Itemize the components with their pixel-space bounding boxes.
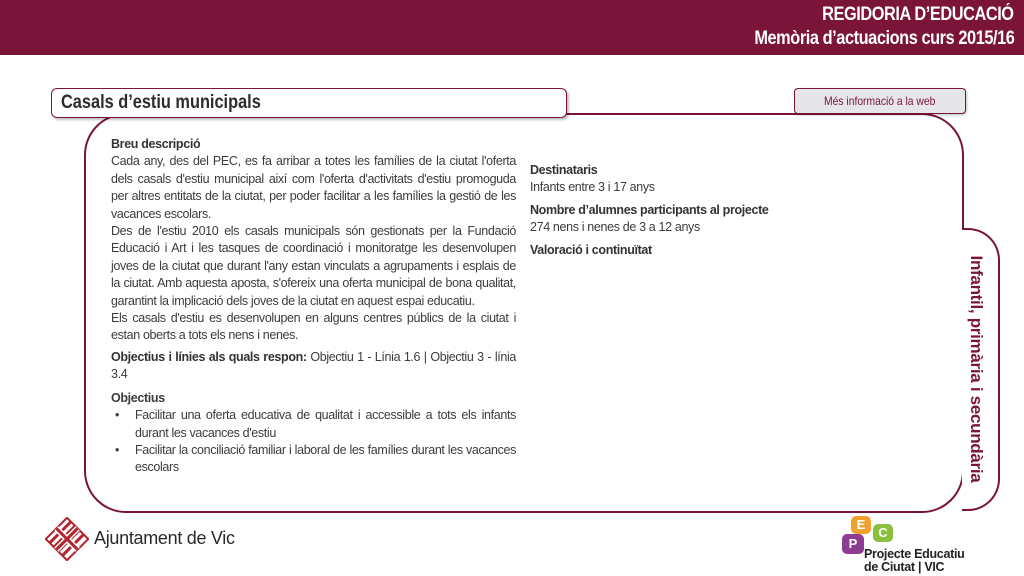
list-item <box>111 407 516 442</box>
pec-logo <box>840 516 1020 576</box>
vic-coat-of-arms-icon <box>45 517 89 561</box>
header-bar <box>0 0 1024 55</box>
participants-label: Nombre d’alumnes participants al projecte <box>530 203 769 217</box>
bullet-icon: • <box>115 408 120 423</box>
objectives-line-value: Objectiu 1 - Línia 1.6 | Objectiu 3 - línia 3.4 <box>111 349 516 382</box>
objective-text: Facilitar una oferta educativa de qualitat i accessible a tots els infants durant les vacances d'estiu <box>135 408 516 440</box>
pec-letter-e-icon: E <box>851 516 871 534</box>
objective-text: Facilitar la conciliació familiar i laboral de les famílies durant les vacances escolars <box>135 442 516 475</box>
participants-value: 274 nens i nenes de 3 a 12 anys <box>530 220 700 234</box>
objectives-line-label: Objectius i línies als quals respon: <box>111 349 307 364</box>
description-paragraph: Cada any, des del PEC, es fa arribar a totes les famílies de la ciutat l'oferta dels casals d'estiu municipal així com l'oferta d'activitats d'estiu promoguda per altres entitats de la ciutat, per poder facilitar a les famílies la gestió de les vacances escolars. <box>111 154 516 221</box>
description-column <box>111 136 516 477</box>
description-paragraph: Des de l'estiu 2010 els casals municipals són gestionats per la Fundació Educació i Art i les tasques de coordinació i monitoratge les desenvolupen joves de la ciutat que durant l'any estan vinculats a agrupaments i esplais de la ciutat. Amb aquesta aposta, s'ofereix una oferta municipal de bona qualitat, garantint la implicació dels joves de la ciutat en aquest espai educatiu. <box>111 224 516 308</box>
bullet-icon: • <box>115 442 120 457</box>
header-title: REGIDORIA D’EDUCACIÓ <box>822 4 1014 25</box>
recipients-label: Destinataris <box>530 163 598 177</box>
pec-letter-p-icon: P <box>842 534 864 554</box>
section-title-box <box>51 88 567 118</box>
details-column <box>530 162 830 259</box>
description-paragraph: Els casals d'estiu es desenvolupen en alguns centres públics de la ciutat i estan oberts a tots els nens i nenes. <box>111 311 516 343</box>
assessment-label: Valoració i continuïtat <box>530 243 652 257</box>
side-label-text: Infantil, primària i secundària <box>967 255 986 483</box>
recipients-value: Infants entre 3 i 17 anys <box>530 180 655 194</box>
description-heading: Breu descripció <box>111 137 201 151</box>
pec-letter-c-icon: C <box>873 524 893 542</box>
more-info-link-label[interactable]: Més informació a la web <box>824 94 936 108</box>
city-name: Ajuntament de Vic <box>94 528 235 548</box>
section-title: Casals d’estiu municipals <box>61 92 261 113</box>
list-item <box>111 442 516 477</box>
pec-line-1: Projecte Educatiu <box>864 547 965 561</box>
pec-line-2: de Ciutat | VIC <box>864 560 945 574</box>
objectives-line <box>111 349 516 384</box>
objectives-heading: Objectius <box>111 390 165 405</box>
more-info-link[interactable] <box>794 88 966 114</box>
objectives-list <box>111 407 516 477</box>
header-subtitle: Memòria d’actuacions curs 2015/16 <box>753 28 1014 49</box>
